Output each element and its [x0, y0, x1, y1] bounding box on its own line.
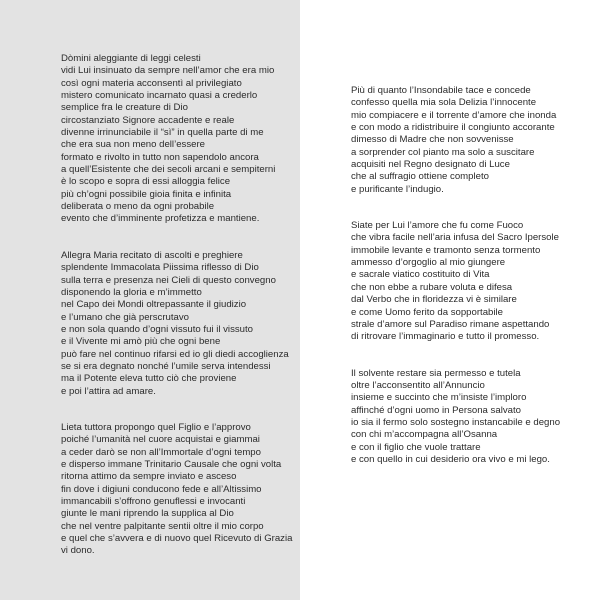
- poem-line: confesso quella mia sola Delizia l’innocente: [351, 97, 537, 109]
- poem-line: è lo scopo e sopra di essi alloggia felice: [61, 176, 231, 188]
- poem-line: io sia il fermo solo sostegno instancabile e degno: [351, 416, 561, 428]
- poem-line: e il Vivente mi amò più che ogni bene: [61, 336, 221, 348]
- poem-line: e con quello in cui desiderio ora vivo e mi lego.: [351, 453, 550, 465]
- poem-line: e quel che s’avvera e di nuovo quel Ricevuto di Grazia: [61, 533, 293, 545]
- poem-line: ammesso d’orgoglio al mio giungere: [351, 257, 506, 269]
- stanza-gap: [351, 344, 596, 368]
- poem-line: fin dove i digiuni conducono fede e all’Altissimo: [61, 483, 262, 495]
- poem-line: formato e rivolto in tutto non sapendolo ancora: [61, 151, 259, 163]
- poem-line: e l’umano che già perscrutavo: [61, 311, 189, 323]
- poem-line: vi dono.: [61, 545, 95, 557]
- poem-stanza: [61, 422, 297, 558]
- poem-line: Il solvente restare sia permesso e tutela: [351, 367, 521, 379]
- stanza-gap: [351, 196, 596, 220]
- poem-line: insieme e succinto che m’insiste l’imploro: [351, 392, 527, 404]
- poem-line: Siate per Lui l’amore che fu come Fuoco: [351, 220, 524, 232]
- poem-line: immobile levante e tramonto senza tormento: [351, 244, 541, 256]
- poem-line: e non sola quando d’ogni vissuto fui il vissuto: [61, 323, 253, 335]
- poem-line: a ceder darò se non all’Immortale d’ogni tempo: [61, 446, 261, 458]
- poem-line: e purificante l’indugio.: [351, 183, 444, 195]
- poem-line: Dòmini aleggiante di leggi celesti: [61, 53, 201, 64]
- poem-line: che vibra facile nell’aria infusa del Sacro Ipersole: [351, 232, 559, 244]
- poem-line: affinché d’ogni uomo in Persona salvato: [351, 404, 521, 416]
- left-poem-column: [61, 53, 297, 558]
- poem-line: Più di quanto l’Insondabile tace e concede: [351, 85, 531, 96]
- poem-line: divenne irrinunciabile il “sì” in quella parte di me: [61, 127, 264, 139]
- poem-line: e come Uomo ferito da sopportabile: [351, 306, 503, 318]
- poem-line: giunte le mani riprendo la supplica al Dio: [61, 508, 234, 520]
- poem-line: può fare nel continuo rifarsi ed io gli diedi accoglienza: [61, 348, 289, 360]
- poem-line: così ogni materia acconsentì al privilegiato: [61, 77, 242, 89]
- poem-line: a quell’Esistente che dei secoli arcani e sempiterni: [61, 164, 276, 176]
- poem-line: che al suffragio ottiene completo: [351, 171, 489, 183]
- poem-line: dimesso di Madre che non sovvenisse: [351, 134, 514, 146]
- poem-line: più ch’ogni possibile gioia finita e infinita: [61, 188, 232, 200]
- poem-line: che era sua non meno dell’essere: [61, 139, 205, 151]
- poem-line: disponendo la gloria e m’immetto: [61, 286, 202, 298]
- poem-line: con chi m’accompagna all’Osanna: [351, 429, 498, 441]
- poem-line: mistero comunicato incarnato quasi a crederlo: [61, 90, 258, 102]
- poem-line: nel Capo dei Mondi oltrepassante il giudizio: [61, 299, 247, 311]
- poem-line: poiché l’umanità nel cuore acquistai e giammai: [61, 434, 260, 446]
- poem-line: oltre l’acconsentito all’Annuncio: [351, 379, 485, 391]
- poem-line: ritorna attimo da sempre inviato e asceso: [61, 471, 237, 483]
- stanza-gap: [61, 398, 297, 422]
- poem-line: sulla terra e presenza nei Cieli di questo convegno: [61, 274, 276, 286]
- poem-line: acquisiti nel Regno designato di Luce: [351, 159, 510, 171]
- poem-line: splendente Immacolata Piissima riflesso di Dio: [61, 262, 259, 274]
- poem-line: se si era degnato nonché l’umile serva intendessi: [61, 360, 271, 372]
- poem-line: che non ebbe a rubare voluta e difesa: [351, 281, 513, 293]
- stanza-gap: [61, 226, 297, 250]
- poem-line: ma il Potente eleva tutto ciò che proviene: [61, 373, 237, 385]
- poem-line: Allegra Maria recitato di ascolti e preghiere: [61, 249, 243, 261]
- poem-stanza: [351, 85, 596, 196]
- poem-stanza: [61, 250, 297, 398]
- poem-line: deliberata o meno da ogni probabile: [61, 201, 215, 213]
- poem-line: e con il figlio che vuole trattare: [351, 441, 481, 453]
- poem-line: strale d’amore sul Paradiso rimane aspettando: [351, 318, 550, 330]
- poem-line: dal Verbo che in floridezza vi è similare: [351, 294, 517, 306]
- poem-stanza: [351, 368, 596, 467]
- poem-line: evento che d’imminente profetizza e mantiene.: [61, 213, 260, 225]
- poem-line: di ritrovare l’immaginario e tutto il promesso.: [351, 331, 540, 343]
- poem-line: e disperso immane Trinitario Causale che ogni volta: [61, 458, 282, 470]
- poem-line: mio compiacere e il torrente d’amore che inonda: [351, 109, 557, 121]
- poem-stanza: [61, 53, 297, 226]
- poem-line: che nel ventre palpitante sentii oltre il mio corpo: [61, 520, 264, 532]
- poem-line: vidi Lui insinuato da sempre nell’amor che era mio: [61, 65, 275, 77]
- poem-line: circostanziato Signore accadente e reale: [61, 114, 235, 126]
- poem-line: e poi l’attira ad amare.: [61, 385, 156, 397]
- right-poem-column: [351, 85, 596, 466]
- poem-line: semplice fra le creature di Dio: [61, 102, 188, 114]
- poem-stanza: [351, 220, 596, 343]
- poem-line: e con modo a ridistribuire il congiunto accorante: [351, 122, 555, 134]
- poem-line: immancabili s’offrono genuflessi e invocanti: [61, 496, 246, 507]
- poem-line: Lieta tuttora propongo quel Figlio e l’approvo: [61, 421, 251, 433]
- poem-line: e sacrale viatico costituito di Vita: [351, 269, 490, 281]
- poem-line: a sorprender col pianto ma solo a suscitare: [351, 146, 535, 158]
